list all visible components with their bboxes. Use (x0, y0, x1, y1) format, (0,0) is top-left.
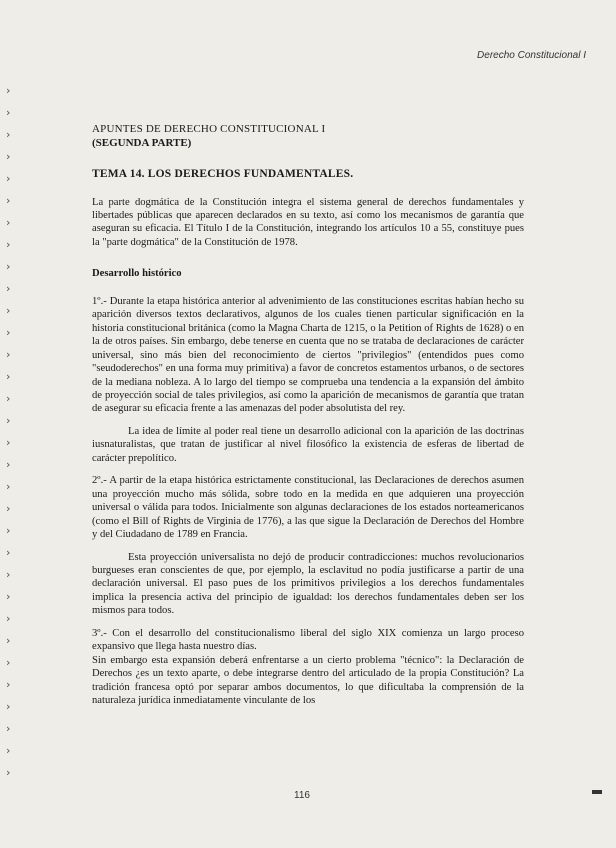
binding-holes: › › › › › › › › › › › › › › › › › › › › › › › › › › › › › › › › (6, 84, 11, 779)
paragraph-1: 1º.- Durante la etapa histórica anterior al advenimiento de las constituciones escritas habían hecho su aparición diversos textos declarativos, algunos de los cuales tienen particular significación en la historia constitucional británica (como la Magna Charta de 1215, o la Petition of Rights de 1628) o en la de otros países. Sin embargo, debe tenerse en cuenta que no se trataba de declaraciones de carácter universal, sino más bien del reconocimiento de ciertos "privilegios" (entendidos pues como "seudoderechos" en una forma muy primitiva) a favor de concretos estamentos urbanos, o de sectores de la mediana nobleza. A lo largo del tiempo se comprueba una tendencia a la expansión del ámbito de proyección social de tales privilegios, así como la aparición de mecanismos de garantía que tratan de asegurar su eficacia frente a las amenazas del poder absolutista del rey. (92, 295, 524, 415)
doc-title-line2: (SEGUNDA PARTE) (92, 136, 192, 149)
paragraph-3a: 3º.- Con el desarrollo del constitucionalismo liberal del siglo XIX comienza un largo proceso expansivo que llega hasta nuestro días. (92, 627, 524, 653)
document-body (92, 123, 524, 716)
section-heading: Desarrollo histórico (92, 268, 182, 280)
chapter-heading: TEMA 14. LOS DERECHOS FUNDAMENTALES. (92, 167, 354, 180)
paragraph-2b: Esta proyección universalista no dejó de producir contradicciones: muchos revolucionarios burgueses eran conscientes de que, por ejemplo, la esclavitud no podía justificarse a partir de una declaración universal. El paso pues de los primitivos privilegios a los derechos fundamentales implica la presencia activa del principio de igualdad: los derechos fundamentales deben ser los mismos para todos. (92, 551, 524, 617)
doc-title-line1: APUNTES DE DERECHO CONSTITUCIONAL I (92, 123, 326, 135)
paragraph-2: 2º.- A partir de la etapa histórica estrictamente constitucional, las Declaraciones de derechos asumen una proyección mucho más sólida, sobre todo en la medida en que adquieren una proyección universal o válida para todos. Inicialmente son algunas declaraciones de los estados norteamericanos (como el Bill of Rights de Virginia de 1776), a las que sigue la Declaración de Derechos del Hombre y del Ciudadano de 1789 en Francia. (92, 475, 524, 541)
paragraph-3b: Sin embargo esta expansión deberá enfrentarse a un cierto problema "técnico": la Declaración de Derechos ¿es un texto aparte, o debe integrarse dentro del articulado de la propia Constitución? La tradición francesa optó por separar ambos documentos, lo que dificultaba la comprensión de la naturaleza jurídica inmediatamente vinculante de los (92, 654, 524, 707)
paragraph-1b: La idea de límite al poder real tiene un desarrollo adicional con la aparición de las doctrinas iusnaturalistas, que tratan de justificar al nivel filosófico la existencia de esferas de libertad de carácter prepolítico. (92, 425, 524, 464)
running-head: Derecho Constitucional I (477, 50, 586, 61)
intro-paragraph: La parte dogmática de la Constitución integra el sistema general de derechos fundamentales y libertades públicas que aparecen declarados en su texto, así como los mecanismos de garantía que aseguran su eficacia. El Título I de la Constitución, integrando los artículos 10 a 55, constituye pues la "parte dogmática" de la Constitución de 1978. (92, 196, 524, 248)
page-number: 116 (294, 790, 310, 801)
scan-mark (592, 790, 602, 794)
